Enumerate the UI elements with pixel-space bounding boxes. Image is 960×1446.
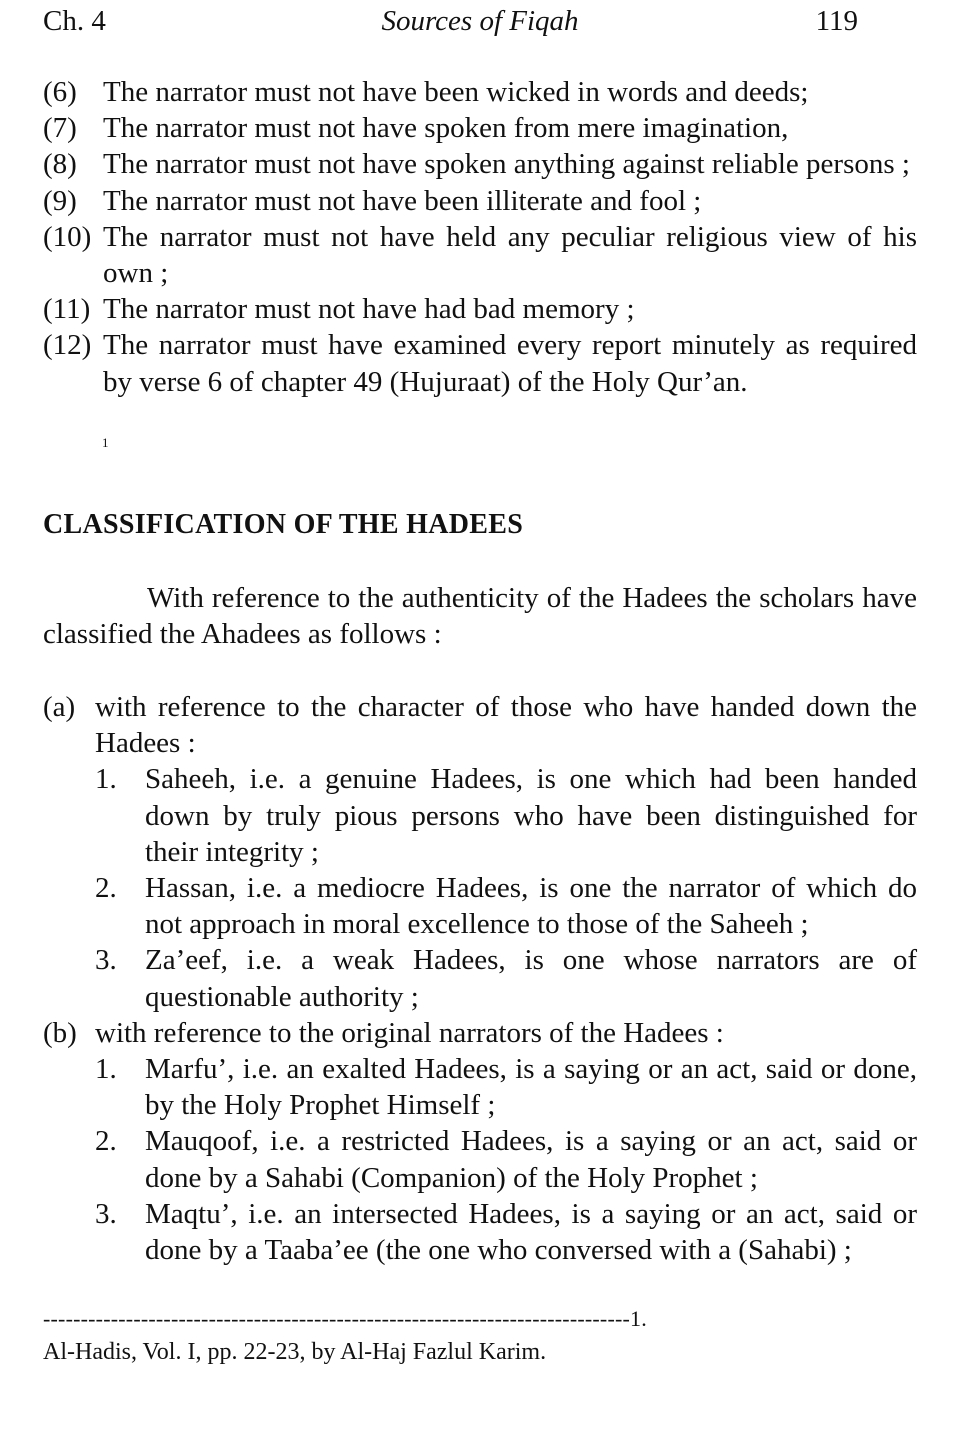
classification-item bbox=[95, 1123, 917, 1195]
footnote-marker: 1 bbox=[102, 435, 109, 450]
condition-text: The narrator must not have spoken from mere imagination, bbox=[103, 112, 789, 145]
group-text: with reference to the original narrators of the Hadees : bbox=[95, 1016, 724, 1049]
intro-paragraph: With reference to the authenticity of the Hadees the scholars have classified the Ahadees as follows : bbox=[43, 582, 917, 651]
footnote-text: Al-Hadis, Vol. I, pp. 22-23, by Al-Haj Fazlul Karim. bbox=[43, 1339, 547, 1365]
condition-number: (7) bbox=[43, 112, 77, 145]
condition-item bbox=[43, 74, 917, 110]
classification-group-b bbox=[43, 1015, 917, 1268]
item-number: 1. bbox=[95, 1053, 117, 1086]
classification-group-a bbox=[43, 689, 917, 1015]
condition-text: The narrator must not have been wicked in words and deeds; bbox=[103, 76, 809, 108]
classification-item bbox=[95, 870, 917, 942]
classification-list bbox=[43, 689, 917, 1268]
item-number: 3. bbox=[95, 1197, 117, 1230]
condition-text: The narrator must not have spoken anything against reliable persons ; bbox=[103, 148, 910, 181]
classification-item bbox=[95, 1196, 917, 1268]
group-letter: (b) bbox=[43, 1016, 77, 1049]
group-letter: (a) bbox=[43, 691, 76, 723]
classification-item bbox=[95, 1051, 917, 1123]
condition-item bbox=[43, 110, 917, 146]
item-text: Saheeh, i.e. a genuine Hadees, is one which had been handed down by truly pious persons who have been distinguished for their integrity ; bbox=[145, 763, 917, 868]
page-number: 119 bbox=[815, 5, 858, 37]
footnote-rule: ------------------------------------------------------------------------------1. bbox=[43, 1306, 647, 1331]
classification-item bbox=[95, 761, 917, 870]
condition-text: The narrator must not have been illiterate and fool ; bbox=[103, 184, 702, 217]
group-text: with reference to the character of those who have handed down the Hadees : bbox=[95, 691, 917, 760]
condition-number: (9) bbox=[43, 184, 77, 217]
running-title: Sources of Fiqah bbox=[381, 5, 579, 37]
chapter-label: Ch. 4 bbox=[43, 5, 106, 37]
item-text: Mauqoof, i.e. a restricted Hadees, is a saying or an act, said or done by a Sahabi (Companion) of the Holy Prophet ; bbox=[145, 1125, 917, 1194]
condition-number: (10) bbox=[43, 220, 92, 253]
item-number: 1. bbox=[95, 763, 117, 796]
condition-number: (6) bbox=[43, 76, 77, 108]
condition-number: (11) bbox=[43, 293, 91, 326]
item-text: Marfu’, i.e. an exalted Hadees, is a saying or an act, said or done, by the Holy Prophet Himself ; bbox=[145, 1053, 917, 1122]
condition-item bbox=[43, 183, 917, 219]
condition-number: (8) bbox=[43, 148, 77, 181]
condition-text: The narrator must have examined every report minutely as required by verse 6 of chapter 49 (Hujuraat) of the Holy Qur’an. bbox=[103, 329, 917, 398]
condition-item bbox=[43, 327, 917, 399]
classification-item bbox=[95, 942, 917, 1014]
condition-text: The narrator must not have held any peculiar religious view of his own ; bbox=[103, 220, 917, 290]
condition-number: (12) bbox=[43, 329, 92, 362]
section-heading: CLASSIFICATION OF THE HADEES bbox=[43, 509, 524, 540]
item-text: Maqtu’, i.e. an intersected Hadees, is a saying or an act, said or done by a Taaba’ee (the one who conversed with a (Sahabi) ; bbox=[145, 1197, 917, 1267]
condition-item bbox=[43, 219, 917, 291]
item-number: 2. bbox=[95, 872, 117, 905]
item-text: Hassan, i.e. a mediocre Hadees, is one the narrator of which do not approach in moral excellence to those of the Saheeh ; bbox=[145, 872, 917, 941]
condition-text: The narrator must not have had bad memory ; bbox=[103, 293, 635, 326]
condition-item bbox=[43, 146, 917, 182]
item-number: 2. bbox=[95, 1125, 117, 1158]
item-text: Za’eef, i.e. a weak Hadees, is one whose narrators are of questionable authority ; bbox=[145, 944, 917, 1013]
narrator-conditions-list bbox=[43, 74, 917, 400]
condition-item bbox=[43, 291, 917, 327]
item-number: 3. bbox=[95, 944, 117, 977]
